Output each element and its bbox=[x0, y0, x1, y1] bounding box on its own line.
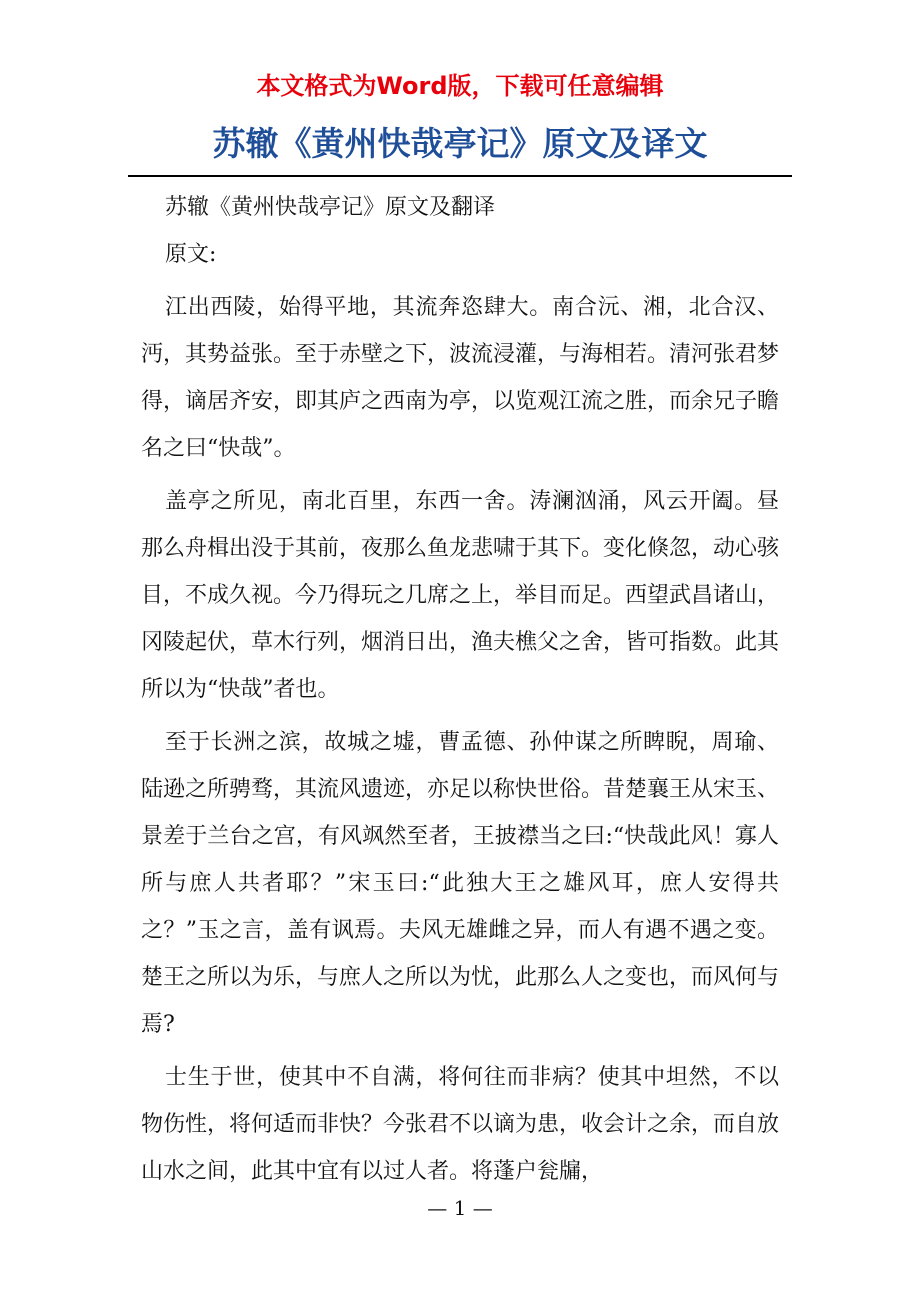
paragraph: 至于长洲之滨，故城之墟，曹孟德、孙仲谋之所睥睨，周瑜、陆逊之所骋骛，其流风遗迹，亦足以称快世俗。昔楚襄王从宋玉、景差于兰台之宫，有风飒然至者，王披襟当之曰:“快哉此风！寡人所与庶人共者耶？”宋玉曰:“此独大王之雄风耳，庶人安得共之？”玉之言，盖有讽焉。夫风无雄雌之异，而人有遇不遇之变。楚王之所以为乐，与庶人之所以为忧，此那么人之变也，而风何与焉? bbox=[141, 730, 780, 1037]
document-title: 苏辙《黄州快哉亭记》原文及译文 bbox=[212, 124, 708, 163]
format-notice: 本文格式为Word版，下载可任意编辑 bbox=[256, 72, 664, 100]
paragraph: 盖亭之所见，南北百里，东西一舍。涛澜汹涌，风云开阖。昼那么舟楫出没于其前，夜那么鱼龙悲啸于其下。变化倏忽，动心骇目，不成久视。今乃得玩之几席之上，举目而足。西望武昌诸山，冈陵起伏，草木行列，烟消日出，渔夫樵父之舍，皆可指数。此其所以为“快哉”者也。 bbox=[141, 489, 780, 702]
page-number: — 1 — bbox=[427, 1196, 493, 1220]
subtitle: 苏辙《黄州快哉亭记》原文及翻译 bbox=[165, 195, 496, 220]
paragraph: 江出西陵，始得平地，其流奔恣肆大。南合沅、湘，北合汉、沔，其势益张。至于赤壁之下，波流浸灌，与海相若。清河张君梦得，谪居齐安，即其庐之西南为亭，以览观江流之胜，而余兄子瞻名之曰“快哉”。 bbox=[141, 295, 780, 461]
section-label: 原文: bbox=[165, 242, 217, 267]
paragraph: 士生于世，使其中不自满，将何往而非病？使其中坦然，不以物伤性，将何适而非快？今张君不以谪为患，收会计之余，而自放山水之间，此其中宜有以过人者。将蓬户瓮牖， bbox=[141, 1065, 780, 1184]
title-divider bbox=[128, 175, 792, 177]
document-body bbox=[141, 184, 779, 1195]
